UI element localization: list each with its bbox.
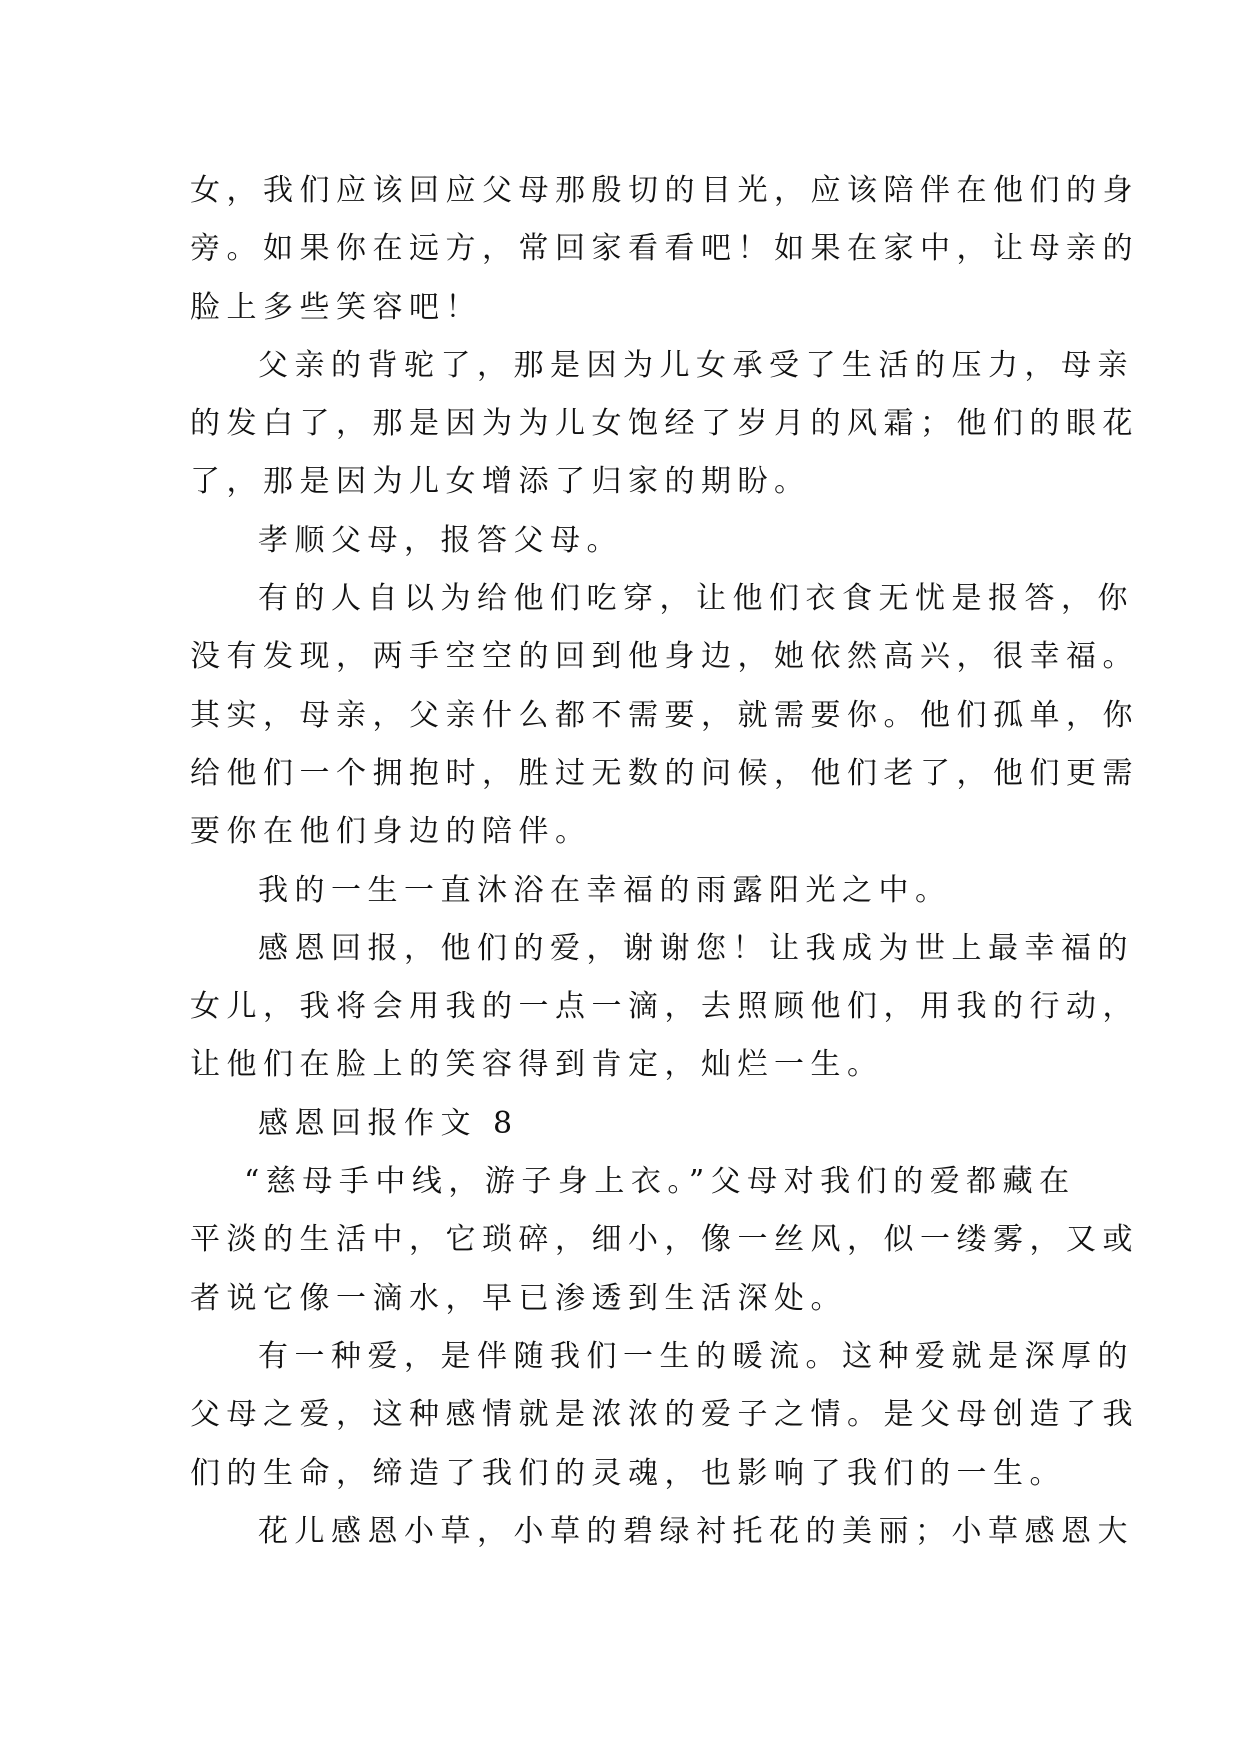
- text-line: 的发白了，那是因为为儿女饱经了岁月的风霜；他们的眼花: [190, 406, 1139, 442]
- paragraph-first-line: 有的人自以为给他们吃穿，让他们衣食无忧是报答，你: [258, 581, 1134, 617]
- paragraph-first-line: 孝顺父母，报答父母。: [258, 522, 623, 558]
- document-body: [190, 162, 1139, 1561]
- text-line: 者说它像一滴水，早已渗透到生活深处。: [190, 1280, 847, 1316]
- text-line: 父母之爱，这种感情就是浓浓的爱子之情。是父母创造了我: [190, 1397, 1139, 1433]
- text-line: 脸上多些笑容吧！: [190, 289, 482, 325]
- text-line: 旁。如果你在远方，常回家看看吧！如果在家中，让母亲的: [190, 231, 1139, 267]
- paragraph-first-line: 我的一生一直沐浴在幸福的雨露阳光之中。: [258, 872, 952, 908]
- text-line: 给他们一个拥抱时，胜过无数的问候，他们老了，他们更需: [190, 755, 1139, 791]
- text-line: 没有发现，两手空空的回到他身边，她依然高兴，很幸福。: [190, 639, 1139, 675]
- text-line: 了，那是因为儿女增添了归家的期盼。: [190, 464, 811, 500]
- paragraph-first-line: “慈母手中线，游子身上衣。”父母对我们的爱都藏在: [244, 1164, 1076, 1200]
- text-line: 女，我们应该回应父母那殷切的目光，应该陪伴在他们的身: [190, 173, 1139, 208]
- paragraph-first-line: 花儿感恩小草，小草的碧绿衬托花的美丽；小草感恩大: [258, 1513, 1134, 1549]
- paragraph-first-line: 父亲的背驼了，那是因为儿女承受了生活的压力，母亲: [258, 347, 1134, 383]
- text-line: 要你在他们身边的陪伴。: [190, 814, 592, 850]
- text-line: 其实，母亲，父亲什么都不需要，就需要你。他们孤单，你: [190, 697, 1139, 733]
- text-line: 平淡的生活中，它琐碎，细小，像一丝风，似一缕雾，又或: [190, 1222, 1139, 1258]
- paragraph-first-line: 有一种爱，是伴随我们一生的暖流。这种爱就是深厚的: [258, 1338, 1134, 1374]
- paragraph-first-line: 感恩回报，他们的爱，谢谢您！让我成为世上最幸福的: [258, 930, 1134, 966]
- section-heading: 感恩回报作文 8: [258, 1105, 519, 1141]
- text-line: 女儿，我将会用我的一点一滴，去照顾他们，用我的行动，: [190, 989, 1139, 1025]
- text-line: 们的生命，缔造了我们的灵魂，也影响了我们的一生。: [190, 1455, 1066, 1491]
- text-line: 让他们在脸上的笑容得到肯定，灿烂一生。: [190, 1047, 884, 1083]
